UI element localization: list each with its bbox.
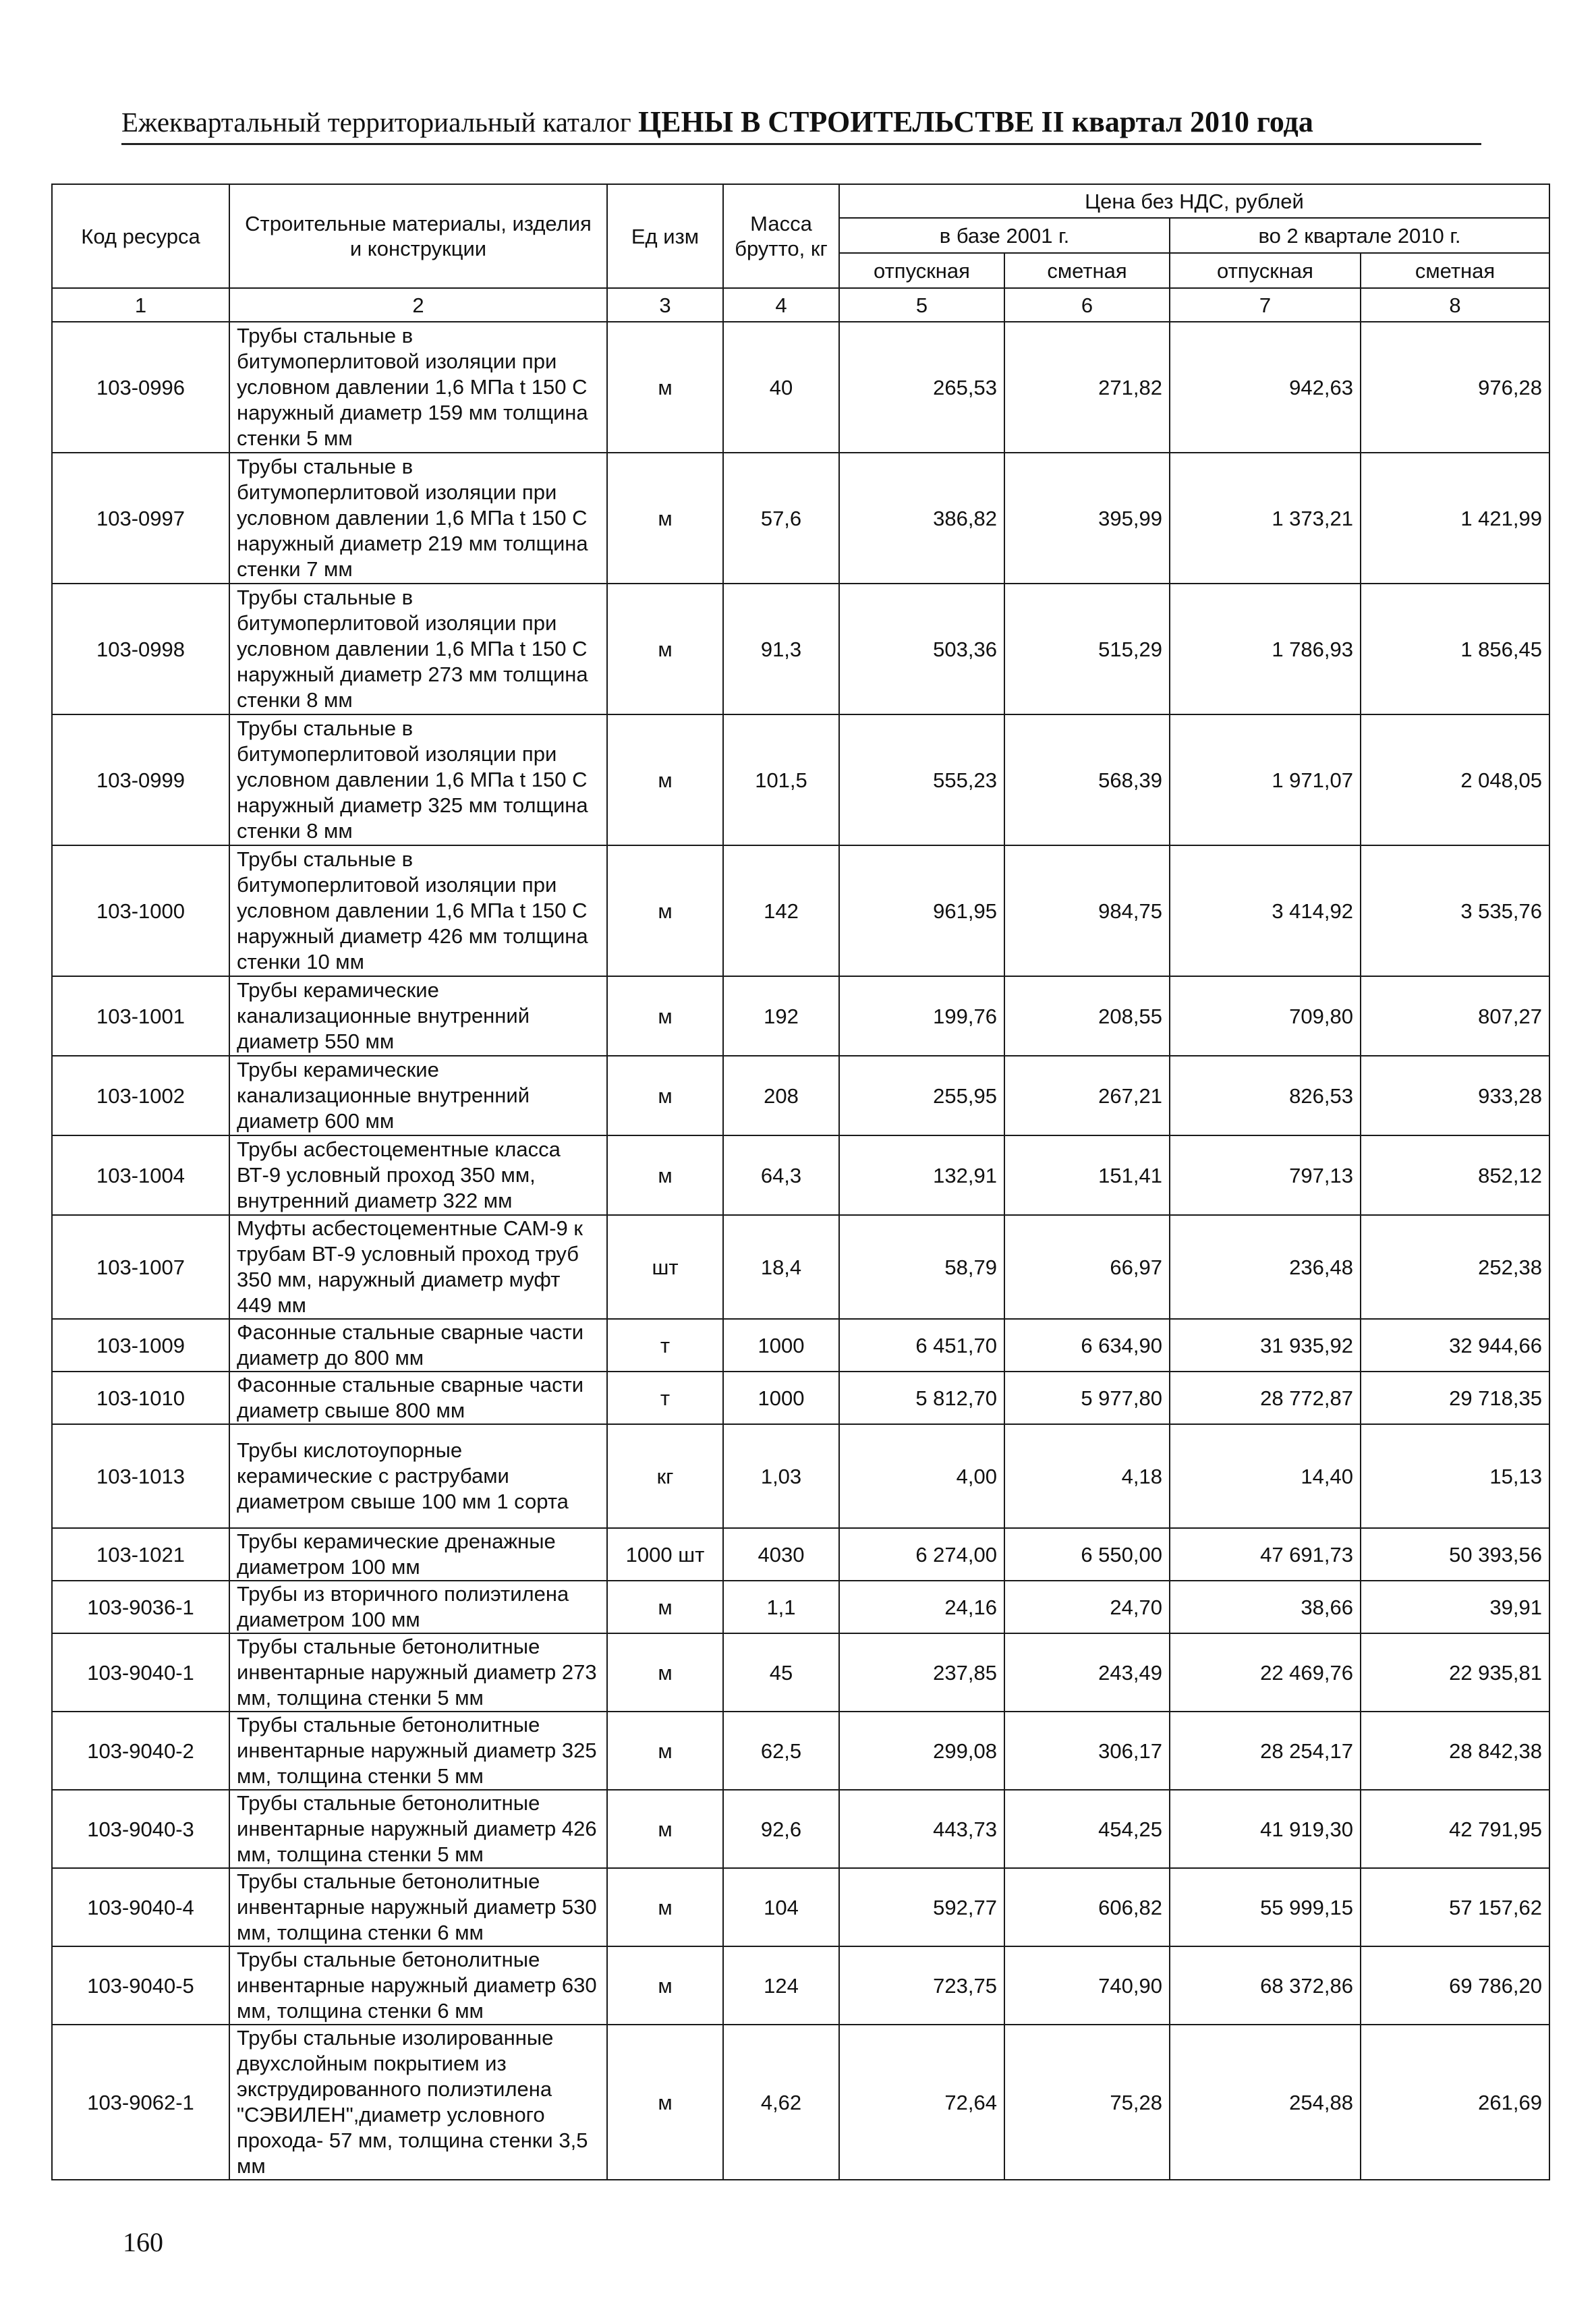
- q2-release-price: 28 254,17: [1170, 1712, 1361, 1790]
- q2-release-price: 254,88: [1170, 2025, 1361, 2180]
- material-name: Трубы стальные изолированные двухслойным покрытием из экструдированного полиэтилена "СЭВИЛЕН",диаметр условного прохода- 57 мм, толщина стенки 3,5 мм: [229, 2025, 607, 2180]
- table-body: [52, 288, 1549, 2180]
- q2-release-price: 1 786,93: [1170, 584, 1361, 714]
- base-estimate-price: 6 550,00: [1004, 1528, 1170, 1581]
- material-name: Фасонные стальные сварные части диаметр свыше 800 мм: [229, 1372, 607, 1424]
- q2-estimate-price: 32 944,66: [1361, 1319, 1549, 1372]
- base-estimate-price: 243,49: [1004, 1633, 1170, 1712]
- header-q2-release: отпускная: [1170, 253, 1361, 288]
- material-name: Трубы асбестоцементные класса ВТ-9 условный проход 350 мм, внутренний диаметр 322 мм: [229, 1135, 607, 1215]
- base-estimate-price: 454,25: [1004, 1790, 1170, 1868]
- unit-cell: м: [607, 2025, 723, 2180]
- resource-code: 103-1007: [52, 1215, 229, 1319]
- base-release-price: 6 274,00: [839, 1528, 1004, 1581]
- header-base-estimate: сметная: [1004, 253, 1170, 288]
- base-release-price: 961,95: [839, 845, 1004, 976]
- base-release-price: 237,85: [839, 1633, 1004, 1712]
- mass-cell: 192: [723, 976, 839, 1056]
- mass-cell: 45: [723, 1633, 839, 1712]
- q2-estimate-price: 933,28: [1361, 1056, 1549, 1135]
- q2-estimate-price: 1 856,45: [1361, 584, 1549, 714]
- base-estimate-price: 515,29: [1004, 584, 1170, 714]
- base-estimate-price: 740,90: [1004, 1946, 1170, 2025]
- resource-code: 103-9040-1: [52, 1633, 229, 1712]
- material-name: Трубы стальные бетонолитные инвентарные наружный диаметр 325 мм, толщина стенки 5 мм: [229, 1712, 607, 1790]
- base-estimate-price: 151,41: [1004, 1135, 1170, 1215]
- price-table: [51, 184, 1550, 2180]
- q2-release-price: 31 935,92: [1170, 1319, 1361, 1372]
- unit-cell: м: [607, 1946, 723, 2025]
- unit-cell: м: [607, 1790, 723, 1868]
- header-q2-2010: во 2 квартале 2010 г.: [1170, 218, 1549, 253]
- q2-release-price: 38,66: [1170, 1581, 1361, 1633]
- page-number: 160: [123, 2227, 163, 2257]
- base-estimate-price: 395,99: [1004, 453, 1170, 584]
- column-number: 7: [1170, 288, 1361, 322]
- q2-release-price: 47 691,73: [1170, 1528, 1361, 1581]
- column-number: 4: [723, 288, 839, 322]
- q2-release-price: 41 919,30: [1170, 1790, 1361, 1868]
- mass-cell: 40: [723, 322, 839, 453]
- base-release-price: 24,16: [839, 1581, 1004, 1633]
- base-release-price: 255,95: [839, 1056, 1004, 1135]
- material-name: Трубы стальные в битумоперлитовой изоляции при условном давлении 1,6 МПа t 150 С наружный диаметр 219 мм толщина стенки 7 мм: [229, 453, 607, 584]
- material-name: Трубы стальные бетонолитные инвентарные наружный диаметр 530 мм, толщина стенки 6 мм: [229, 1868, 607, 1946]
- material-name: Фасонные стальные сварные части диаметр до 800 мм: [229, 1319, 607, 1372]
- resource-code: 103-9040-3: [52, 1790, 229, 1868]
- header-base-release: отпускная: [839, 253, 1004, 288]
- column-number: 6: [1004, 288, 1170, 322]
- base-release-price: 5 812,70: [839, 1372, 1004, 1424]
- mass-cell: 124: [723, 1946, 839, 2025]
- mass-cell: 1000: [723, 1319, 839, 1372]
- mass-cell: 4030: [723, 1528, 839, 1581]
- unit-cell: т: [607, 1372, 723, 1424]
- base-estimate-price: 306,17: [1004, 1712, 1170, 1790]
- base-release-price: 265,53: [839, 322, 1004, 453]
- q2-release-price: 55 999,15: [1170, 1868, 1361, 1946]
- mass-cell: 104: [723, 1868, 839, 1946]
- base-estimate-price: 267,21: [1004, 1056, 1170, 1135]
- q2-estimate-price: 252,38: [1361, 1215, 1549, 1319]
- base-release-price: 592,77: [839, 1868, 1004, 1946]
- header-code: Код ресурса: [52, 184, 229, 288]
- base-release-price: 503,36: [839, 584, 1004, 714]
- unit-cell: т: [607, 1319, 723, 1372]
- base-estimate-price: 208,55: [1004, 976, 1170, 1056]
- mass-cell: 1,1: [723, 1581, 839, 1633]
- mass-cell: 142: [723, 845, 839, 976]
- base-release-price: 555,23: [839, 714, 1004, 845]
- table-row: [52, 1633, 1549, 1712]
- unit-cell: м: [607, 322, 723, 453]
- column-number: 3: [607, 288, 723, 322]
- resource-code: 103-1002: [52, 1056, 229, 1135]
- mass-cell: 91,3: [723, 584, 839, 714]
- resource-code: 103-9036-1: [52, 1581, 229, 1633]
- q2-estimate-price: 1 421,99: [1361, 453, 1549, 584]
- base-release-price: 723,75: [839, 1946, 1004, 2025]
- page-header: [121, 101, 1481, 145]
- base-release-price: 6 451,70: [839, 1319, 1004, 1372]
- header-unit: Ед изм: [607, 184, 723, 288]
- base-estimate-price: 75,28: [1004, 2025, 1170, 2180]
- q2-release-price: 14,40: [1170, 1424, 1361, 1528]
- base-release-price: 72,64: [839, 2025, 1004, 2180]
- q2-release-price: 797,13: [1170, 1135, 1361, 1215]
- catalog-name: ЦЕНЫ В СТРОИТЕЛЬСТВЕ: [637, 105, 1035, 138]
- resource-code: 103-1004: [52, 1135, 229, 1215]
- table-row: [52, 1946, 1549, 2025]
- unit-cell: м: [607, 1056, 723, 1135]
- resource-code: 103-1001: [52, 976, 229, 1056]
- table-row: [52, 976, 1549, 1056]
- resource-code: 103-0997: [52, 453, 229, 584]
- mass-cell: 101,5: [723, 714, 839, 845]
- q2-estimate-price: 57 157,62: [1361, 1868, 1549, 1946]
- q2-estimate-price: 69 786,20: [1361, 1946, 1549, 2025]
- base-release-price: 58,79: [839, 1215, 1004, 1319]
- resource-code: 103-9040-2: [52, 1712, 229, 1790]
- table-row: [52, 1215, 1549, 1319]
- unit-cell: м: [607, 1712, 723, 1790]
- table-row: [52, 2025, 1549, 2180]
- mass-cell: 1,03: [723, 1424, 839, 1528]
- unit-cell: м: [607, 584, 723, 714]
- header-base-2001: в базе 2001 г.: [839, 218, 1170, 253]
- resource-code: 103-9040-5: [52, 1946, 229, 2025]
- base-estimate-price: 606,82: [1004, 1868, 1170, 1946]
- resource-code: 103-0999: [52, 714, 229, 845]
- table-row: [52, 1424, 1549, 1528]
- column-number: 8: [1361, 288, 1549, 322]
- resource-code: 103-1000: [52, 845, 229, 976]
- table-row: [52, 1372, 1549, 1424]
- resource-code: 103-1013: [52, 1424, 229, 1528]
- table-row: [52, 1581, 1549, 1633]
- table-row: [52, 1528, 1549, 1581]
- table-row: [52, 1868, 1549, 1946]
- material-name: Трубы стальные в битумоперлитовой изоляции при условном давлении 1,6 МПа t 150 С наружный диаметр 273 мм толщина стенки 8 мм: [229, 584, 607, 714]
- unit-cell: м: [607, 1633, 723, 1712]
- base-estimate-price: 66,97: [1004, 1215, 1170, 1319]
- base-estimate-price: 24,70: [1004, 1581, 1170, 1633]
- table-row: [52, 714, 1549, 845]
- base-estimate-price: 568,39: [1004, 714, 1170, 845]
- unit-cell: м: [607, 1868, 723, 1946]
- q2-release-price: 28 772,87: [1170, 1372, 1361, 1424]
- q2-estimate-price: 50 393,56: [1361, 1528, 1549, 1581]
- table-row: [52, 1790, 1549, 1868]
- resource-code: 103-1010: [52, 1372, 229, 1424]
- unit-cell: кг: [607, 1424, 723, 1528]
- material-name: Трубы стальные бетонолитные инвентарные наружный диаметр 630 мм, толщина стенки 6 мм: [229, 1946, 607, 2025]
- q2-estimate-price: 15,13: [1361, 1424, 1549, 1528]
- q2-estimate-price: 261,69: [1361, 2025, 1549, 2180]
- mass-cell: 64,3: [723, 1135, 839, 1215]
- q2-release-price: 22 469,76: [1170, 1633, 1361, 1712]
- resource-code: 103-0998: [52, 584, 229, 714]
- unit-cell: шт: [607, 1215, 723, 1319]
- material-name: Трубы керамические дренажные диаметром 100 мм: [229, 1528, 607, 1581]
- table-header: [52, 184, 1549, 288]
- base-release-price: 299,08: [839, 1712, 1004, 1790]
- unit-cell: 1000 шт: [607, 1528, 723, 1581]
- resource-code: 103-9040-4: [52, 1868, 229, 1946]
- mass-cell: 208: [723, 1056, 839, 1135]
- unit-cell: м: [607, 714, 723, 845]
- column-numbers-row: [52, 288, 1549, 322]
- catalog-title: Ежеквартальный территориальный каталог: [121, 107, 631, 138]
- table-row: [52, 845, 1549, 976]
- unit-cell: м: [607, 1581, 723, 1633]
- resource-code: 103-1021: [52, 1528, 229, 1581]
- table-row: [52, 1319, 1549, 1372]
- base-estimate-price: 271,82: [1004, 322, 1170, 453]
- table-row: [52, 322, 1549, 453]
- mass-cell: 18,4: [723, 1215, 839, 1319]
- mass-cell: 4,62: [723, 2025, 839, 2180]
- header-name: Строительные материалы, изделия и конструкции: [229, 184, 607, 288]
- material-name: Трубы стальные бетонолитные инвентарные наружный диаметр 426 мм, толщина стенки 5 мм: [229, 1790, 607, 1868]
- unit-cell: м: [607, 1135, 723, 1215]
- q2-estimate-price: 807,27: [1361, 976, 1549, 1056]
- base-release-price: 4,00: [839, 1424, 1004, 1528]
- q2-estimate-price: 2 048,05: [1361, 714, 1549, 845]
- q2-estimate-price: 976,28: [1361, 322, 1549, 453]
- resource-code: 103-1009: [52, 1319, 229, 1372]
- mass-cell: 62,5: [723, 1712, 839, 1790]
- table-row: [52, 1056, 1549, 1135]
- material-name: Трубы из вторичного полиэтилена диаметром 100 мм: [229, 1581, 607, 1633]
- mass-cell: 1000: [723, 1372, 839, 1424]
- unit-cell: м: [607, 845, 723, 976]
- q2-estimate-price: 28 842,38: [1361, 1712, 1549, 1790]
- q2-release-price: 942,63: [1170, 322, 1361, 453]
- q2-release-price: 709,80: [1170, 976, 1361, 1056]
- column-number: 2: [229, 288, 607, 322]
- q2-release-price: 3 414,92: [1170, 845, 1361, 976]
- catalog-period: II квартал 2010 года: [1041, 105, 1313, 138]
- table-row: [52, 584, 1549, 714]
- unit-cell: м: [607, 453, 723, 584]
- base-release-price: 443,73: [839, 1790, 1004, 1868]
- q2-estimate-price: 852,12: [1361, 1135, 1549, 1215]
- q2-release-price: 68 372,86: [1170, 1946, 1361, 2025]
- q2-estimate-price: 39,91: [1361, 1581, 1549, 1633]
- table-row: [52, 1135, 1549, 1215]
- unit-cell: м: [607, 976, 723, 1056]
- q2-estimate-price: 29 718,35: [1361, 1372, 1549, 1424]
- material-name: Трубы керамические канализационные внутренний диаметр 600 мм: [229, 1056, 607, 1135]
- base-estimate-price: 984,75: [1004, 845, 1170, 976]
- column-number: 1: [52, 288, 229, 322]
- base-release-price: 386,82: [839, 453, 1004, 584]
- header-mass: Масса брутто, кг: [723, 184, 839, 288]
- resource-code: 103-0996: [52, 322, 229, 453]
- base-estimate-price: 4,18: [1004, 1424, 1170, 1528]
- q2-release-price: 1 373,21: [1170, 453, 1361, 584]
- material-name: Трубы стальные бетонолитные инвентарные наружный диаметр 273 мм, толщина стенки 5 мм: [229, 1633, 607, 1712]
- material-name: Трубы кислотоупорные керамические с раструбами диаметром свыше 100 мм 1 сорта: [229, 1424, 607, 1528]
- q2-release-price: 826,53: [1170, 1056, 1361, 1135]
- base-estimate-price: 6 634,90: [1004, 1319, 1170, 1372]
- base-release-price: 132,91: [839, 1135, 1004, 1215]
- header-q2-estimate: сметная: [1361, 253, 1549, 288]
- material-name: Муфты асбестоцементные САМ-9 к трубам ВТ-9 условный проход труб 350 мм, наружный диаметр муфт 449 мм: [229, 1215, 607, 1319]
- base-release-price: 199,76: [839, 976, 1004, 1056]
- q2-estimate-price: 42 791,95: [1361, 1790, 1549, 1868]
- material-name: Трубы стальные в битумоперлитовой изоляции при условном давлении 1,6 МПа t 150 С наружный диаметр 159 мм толщина стенки 5 мм: [229, 322, 607, 453]
- header-price: Цена без НДС, рублей: [839, 184, 1549, 218]
- q2-estimate-price: 22 935,81: [1361, 1633, 1549, 1712]
- column-number: 5: [839, 288, 1004, 322]
- q2-release-price: 1 971,07: [1170, 714, 1361, 845]
- material-name: Трубы стальные в битумоперлитовой изоляции при условном давлении 1,6 МПа t 150 С наружный диаметр 325 мм толщина стенки 8 мм: [229, 714, 607, 845]
- base-estimate-price: 5 977,80: [1004, 1372, 1170, 1424]
- mass-cell: 57,6: [723, 453, 839, 584]
- table-row: [52, 453, 1549, 584]
- table-row: [52, 1712, 1549, 1790]
- q2-release-price: 236,48: [1170, 1215, 1361, 1319]
- mass-cell: 92,6: [723, 1790, 839, 1868]
- resource-code: 103-9062-1: [52, 2025, 229, 2180]
- material-name: Трубы керамические канализационные внутренний диаметр 550 мм: [229, 976, 607, 1056]
- q2-estimate-price: 3 535,76: [1361, 845, 1549, 976]
- material-name: Трубы стальные в битумоперлитовой изоляции при условном давлении 1,6 МПа t 150 С наружный диаметр 426 мм толщина стенки 10 мм: [229, 845, 607, 976]
